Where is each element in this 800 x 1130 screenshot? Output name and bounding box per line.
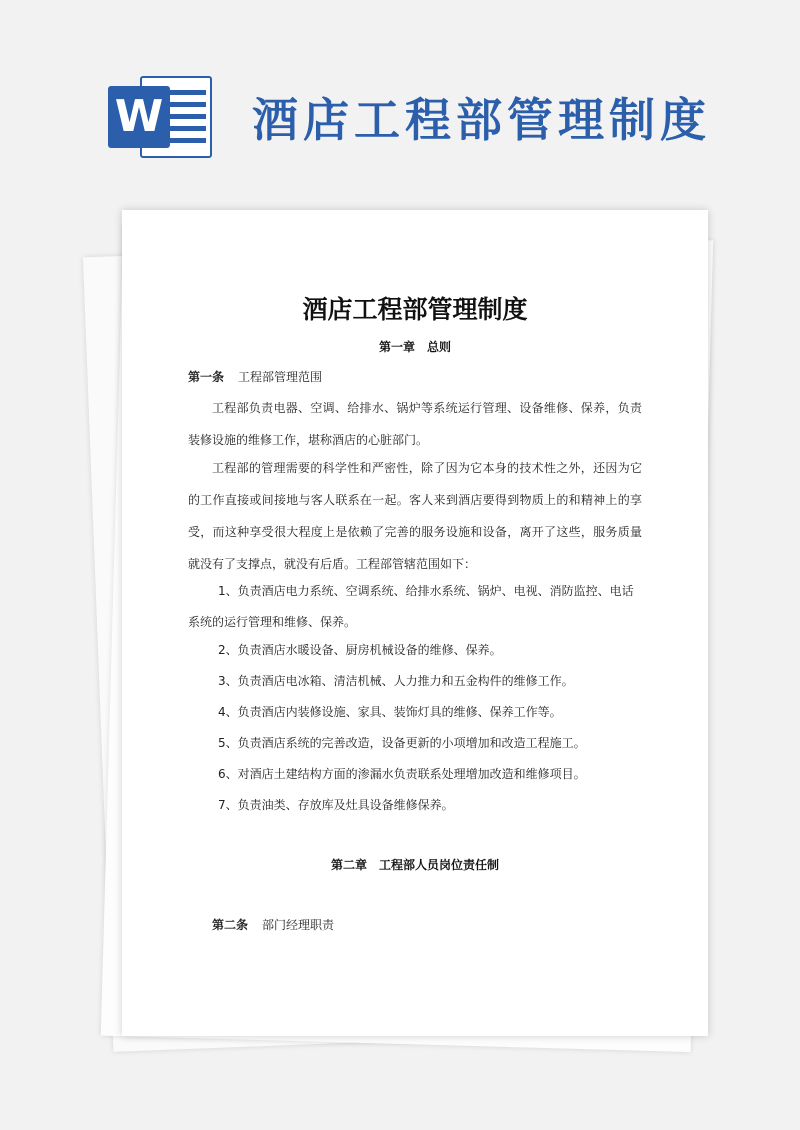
article-1-heading: [188, 368, 322, 385]
article-2-heading: [212, 916, 334, 933]
list-item-1: 1、负责酒店电力系统、空调系统、给排水系统、锅炉、电视、消防监控、电话系统的运行管理和维修、保养。: [188, 584, 634, 629]
list-item-7: 7、负责油类、存放库及灶具设备维修保养。: [218, 798, 454, 812]
list-item-2: 2、负责酒店水暖设备、厨房机械设备的维修、保养。: [218, 643, 502, 657]
paragraph-1: 工程部负责电器、空调、给排水、锅炉等系统运行管理、设备维修、保养，负责装修设施的维修工作，堪称酒店的心脏部门。: [188, 401, 642, 447]
banner-title: 酒店工程部管理制度: [252, 93, 711, 147]
document-page: [122, 210, 708, 1036]
document-title: 酒店工程部管理制度: [302, 295, 528, 324]
word-logo-letter: W: [108, 86, 170, 148]
list-item-4: 4、负责酒店内装修设施、家具、装饰灯具的维修、保养工作等。: [218, 705, 562, 719]
article-2-label: 第二条: [212, 918, 249, 932]
list-item-6: 6、对酒店土建结构方面的渗漏水负责联系处理增加改造和维修项目。: [218, 767, 586, 781]
article-1-title: 工程部管理范围: [238, 370, 323, 384]
article-2-title: 部门经理职责: [262, 918, 335, 932]
banner: [0, 0, 800, 190]
article-1-label: 第一条: [188, 370, 225, 384]
paragraph-2: 工程部的管理需要的科学性和严密性，除了因为它本身的技术性之外，还因为它的工作直接或间接地与客人联系在一起。客人来到酒店要得到物质上的和精神上的享受，而这种享受很大程度上是依赖了完善的服务设施和设备，离开了这些，服务质量就没有了支撑点，就没有后盾。工程部管辖范围如下：: [188, 461, 642, 571]
chapter-1-heading: 第一章 总则: [378, 340, 451, 354]
list-item-3: 3、负责酒店电冰箱、清洁机械、人力推力和五金构件的维修工作。: [218, 674, 574, 688]
chapter-2-heading: 第二章 工程部人员岗位责任制: [330, 858, 499, 872]
list-item-5: 5、负责酒店系统的完善改造，设备更新的小项增加和改造工程施工。: [218, 736, 586, 750]
word-icon: [108, 72, 216, 162]
